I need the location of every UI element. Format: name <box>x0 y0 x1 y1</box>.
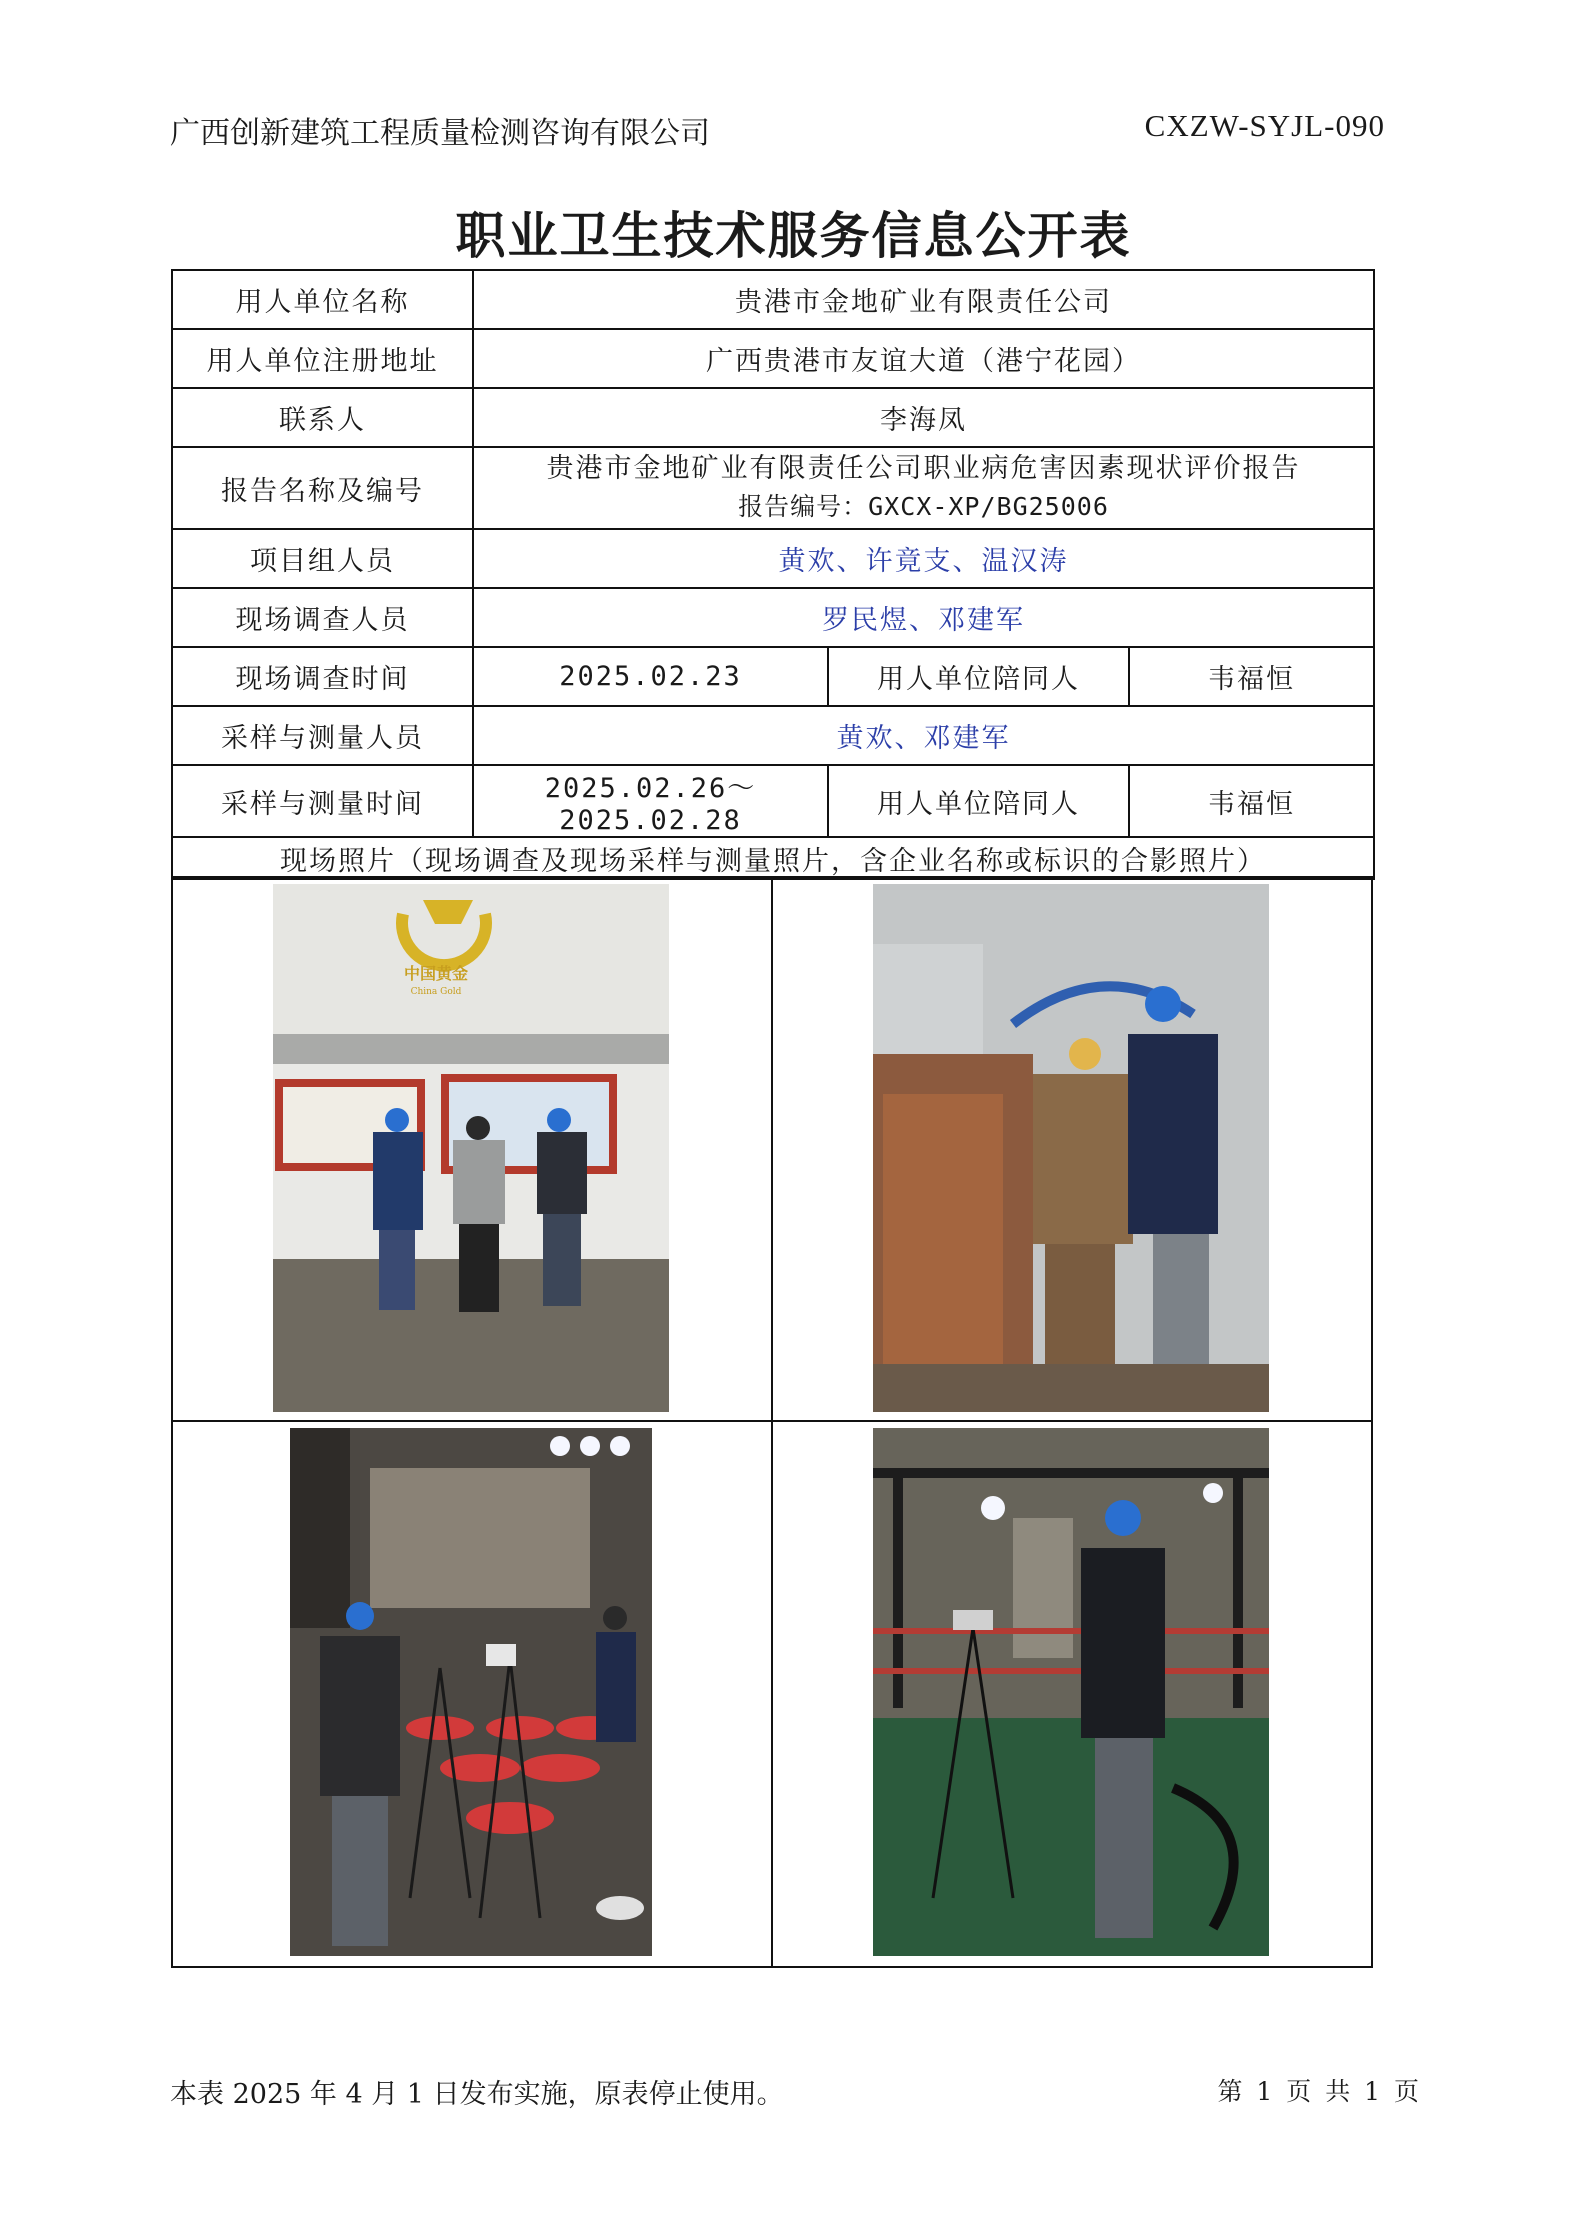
report-number: 报告编号：GXCX-XP/BG25006 <box>738 492 1109 521</box>
survey-escort-label: 用人单位陪同人 <box>828 647 1129 706</box>
row-report <box>172 447 1374 529</box>
photo-group-in-front-of-company-logo <box>273 884 669 1412</box>
row-team <box>172 529 1374 588</box>
sampling-escort-label: 用人单位陪同人 <box>828 765 1129 837</box>
sampling-staff-label: 采样与测量人员 <box>172 706 473 765</box>
info-table <box>171 269 1375 880</box>
report-value <box>473 447 1374 529</box>
survey-staff-value: 罗民煜、邓建军 <box>473 588 1374 647</box>
sampling-escort-value: 韦福恒 <box>1129 765 1374 837</box>
sampling-time-value: 2025.02.26～2025.02.28 <box>473 765 828 837</box>
survey-staff-label: 现场调查人员 <box>172 588 473 647</box>
team-label: 项目组人员 <box>172 529 473 588</box>
photo-equipment-room-sampling <box>873 1428 1269 1956</box>
photo-grid <box>171 876 1373 1968</box>
employer-name-label: 用人单位名称 <box>172 270 473 329</box>
row-sampling-staff <box>172 706 1374 765</box>
photo-indoor-sampling-basins <box>290 1428 652 1956</box>
page-title: 职业卫生技术服务信息公开表 <box>455 206 1132 265</box>
sampling-staff-value: 黄欢、邓建军 <box>473 706 1374 765</box>
survey-time-value: 2025.02.23 <box>473 647 828 706</box>
logo-en-text: China Gold <box>410 987 462 997</box>
row-sampling-time <box>172 765 1374 837</box>
row-photos-caption <box>172 837 1374 879</box>
address-value: 广西贵港市友谊大道（港宁花园） <box>473 329 1374 388</box>
photo-cell-3 <box>172 1421 772 1967</box>
row-survey-time <box>172 647 1374 706</box>
page-number: 第 1 页 共 1 页 <box>1217 2077 1422 2106</box>
survey-escort-value: 韦福恒 <box>1129 647 1374 706</box>
team-value: 黄欢、许竟支、温汉涛 <box>473 529 1374 588</box>
footer-note: 本表 2025 年 4 月 1 日发布实施，原表停止使用。 <box>170 2079 784 2110</box>
survey-time-label: 现场调查时间 <box>172 647 473 706</box>
photo-cell-4 <box>772 1421 1372 1967</box>
photo-cell-2 <box>772 877 1372 1421</box>
photo-mine-cart-sampling <box>873 884 1269 1412</box>
photo-cell-1 <box>172 877 772 1421</box>
sampling-time-label: 采样与测量时间 <box>172 765 473 837</box>
contact-label: 联系人 <box>172 388 473 447</box>
row-survey-staff <box>172 588 1374 647</box>
row-address <box>172 329 1374 388</box>
contact-value: 李海凤 <box>473 388 1374 447</box>
row-contact <box>172 388 1374 447</box>
logo-cn-text: 中国黄金 <box>403 964 469 983</box>
company-name: 广西创新建筑工程质量检测咨询有限公司 <box>170 116 710 151</box>
report-label: 报告名称及编号 <box>172 447 473 529</box>
address-label: 用人单位注册地址 <box>172 329 473 388</box>
photos-caption: 现场照片（现场调查及现场采样与测量照片，含企业名称或标识的合影照片） <box>172 837 1374 879</box>
report-name: 贵港市金地矿业有限责任公司职业病危害因素现状评价报告 <box>546 453 1301 484</box>
document-code: CXZW-SYJL-090 <box>1144 108 1385 143</box>
employer-name-value: 贵港市金地矿业有限责任公司 <box>473 270 1374 329</box>
row-employer-name <box>172 270 1374 329</box>
